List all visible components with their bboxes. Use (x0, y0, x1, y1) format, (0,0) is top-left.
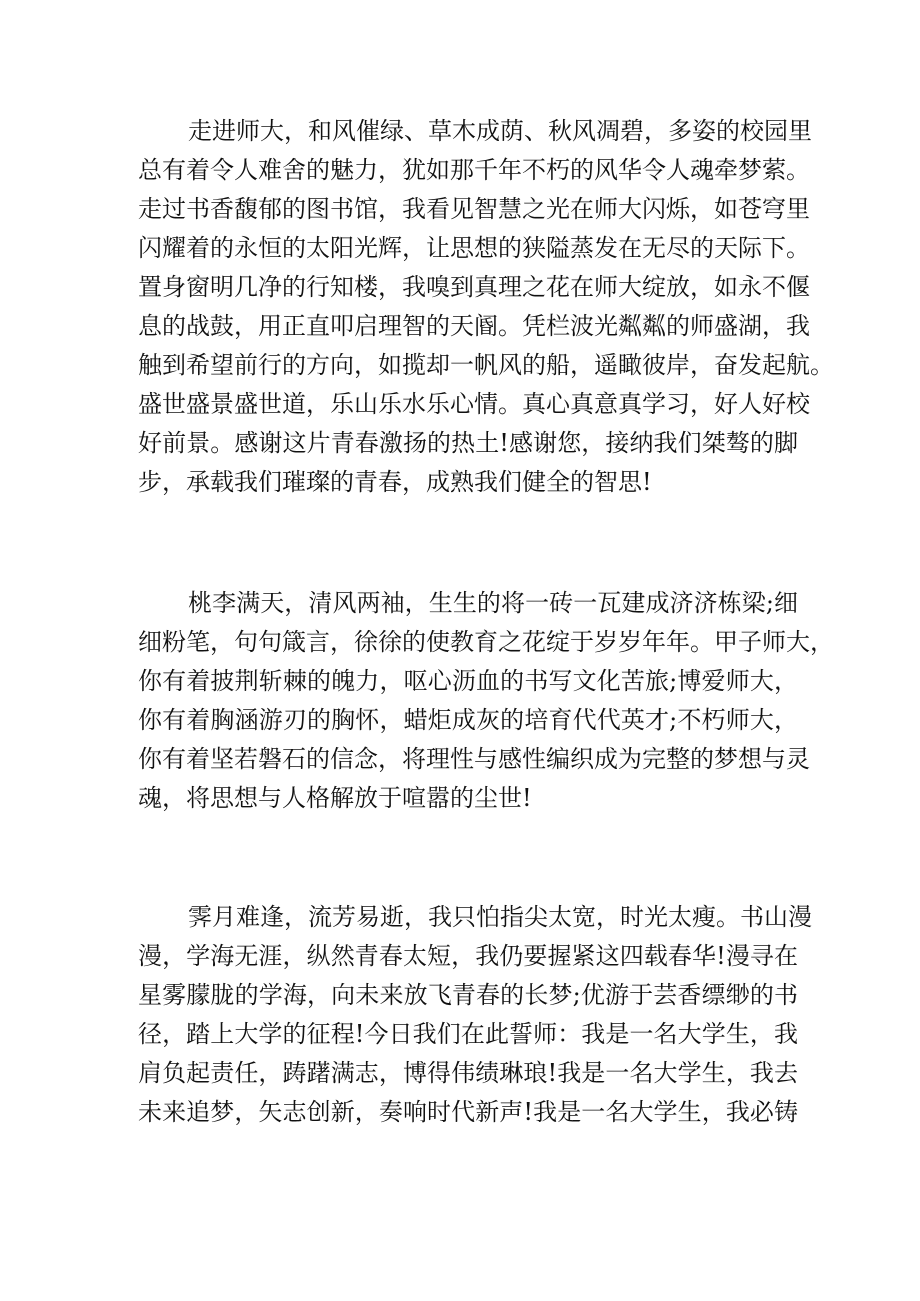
paragraph-line: 细粉笔，句句箴言，徐徐的使教育之花绽于岁岁年年。甲子师大， (138, 628, 834, 656)
paragraph-2 (138, 584, 834, 818)
paragraph-line: 径，踏上大学的征程!今日我们在此誓师：我是一名大学生，我 (138, 1020, 798, 1048)
paragraph-line: 走过书香馥郁的图书馆，我看见智慧之光在师大闪烁，如苍穹里 (138, 195, 810, 223)
paragraph-3 (138, 898, 812, 1132)
paragraph-line: 魂，将思想与人格解放于喧嚣的尘世! (138, 784, 532, 812)
paragraph-line: 你有着披荆斩棘的魄力，呕心沥血的书写文化苦旅;博爱师大， (138, 667, 798, 695)
paragraph-line: 你有着胸涵游刃的胸怀，蜡炬成灰的培育代代英才;不朽师大， (138, 706, 798, 734)
paragraph-line: 未来追梦，矢志创新，奏响时代新声!我是一名大学生，我必铸 (138, 1098, 798, 1126)
paragraph-line: 息的战鼓，用正直叩启理智的天阍。凭栏波光粼粼的师盛湖，我 (138, 312, 810, 340)
paragraph-line: 好前景。感谢这片青春激扬的热土!感谢您，接纳我们桀骜的脚 (138, 429, 798, 457)
paragraph-line: 星雾朦胧的学海，向未来放飞青春的长梦;优游于芸香缥缈的书 (138, 981, 798, 1009)
paragraph-line: 走进师大，和风催绿、草木成荫、秋风凋碧，多姿的校园里 (188, 117, 812, 145)
paragraph-line: 盛世盛景盛世道，乐山乐水乐心情。真心真意真学习，好人好校 (138, 390, 810, 418)
paragraph-line: 漫，学海无涯，纵然青春太短，我仍要握紧这四载春华!漫寻在 (138, 942, 798, 970)
paragraph-1 (138, 112, 834, 502)
paragraph-line: 总有着令人难舍的魅力，犹如那千年不朽的风华令人魂牵梦萦。 (138, 156, 810, 184)
paragraph-line: 闪耀着的永恒的太阳光辉，让思想的狭隘蒸发在无尽的天际下。 (138, 234, 810, 262)
paragraph-line: 肩负起责任，踌躇满志，博得伟绩琳琅!我是一名大学生，我去 (138, 1059, 798, 1087)
paragraph-line: 步，承载我们璀璨的青春，成熟我们健全的智思! (138, 468, 652, 496)
paragraph-line: 你有着坚若磐石的信念，将理性与感性编织成为完整的梦想与灵 (138, 745, 810, 773)
paragraph-line: 置身窗明几净的行知楼，我嗅到真理之花在师大绽放，如永不偃 (138, 273, 810, 301)
paragraph-line: 桃李满天，清风两袖，生生的将一砖一瓦建成济济栋梁;细 (188, 589, 798, 617)
paragraph-line: 霁月难逢，流芳易逝，我只怕指尖太宽，时光太瘦。书山漫 (188, 903, 812, 931)
paragraph-line: 触到希望前行的方向，如揽却一帆风的船，遥瞰彼岸，奋发起航。 (138, 351, 834, 379)
